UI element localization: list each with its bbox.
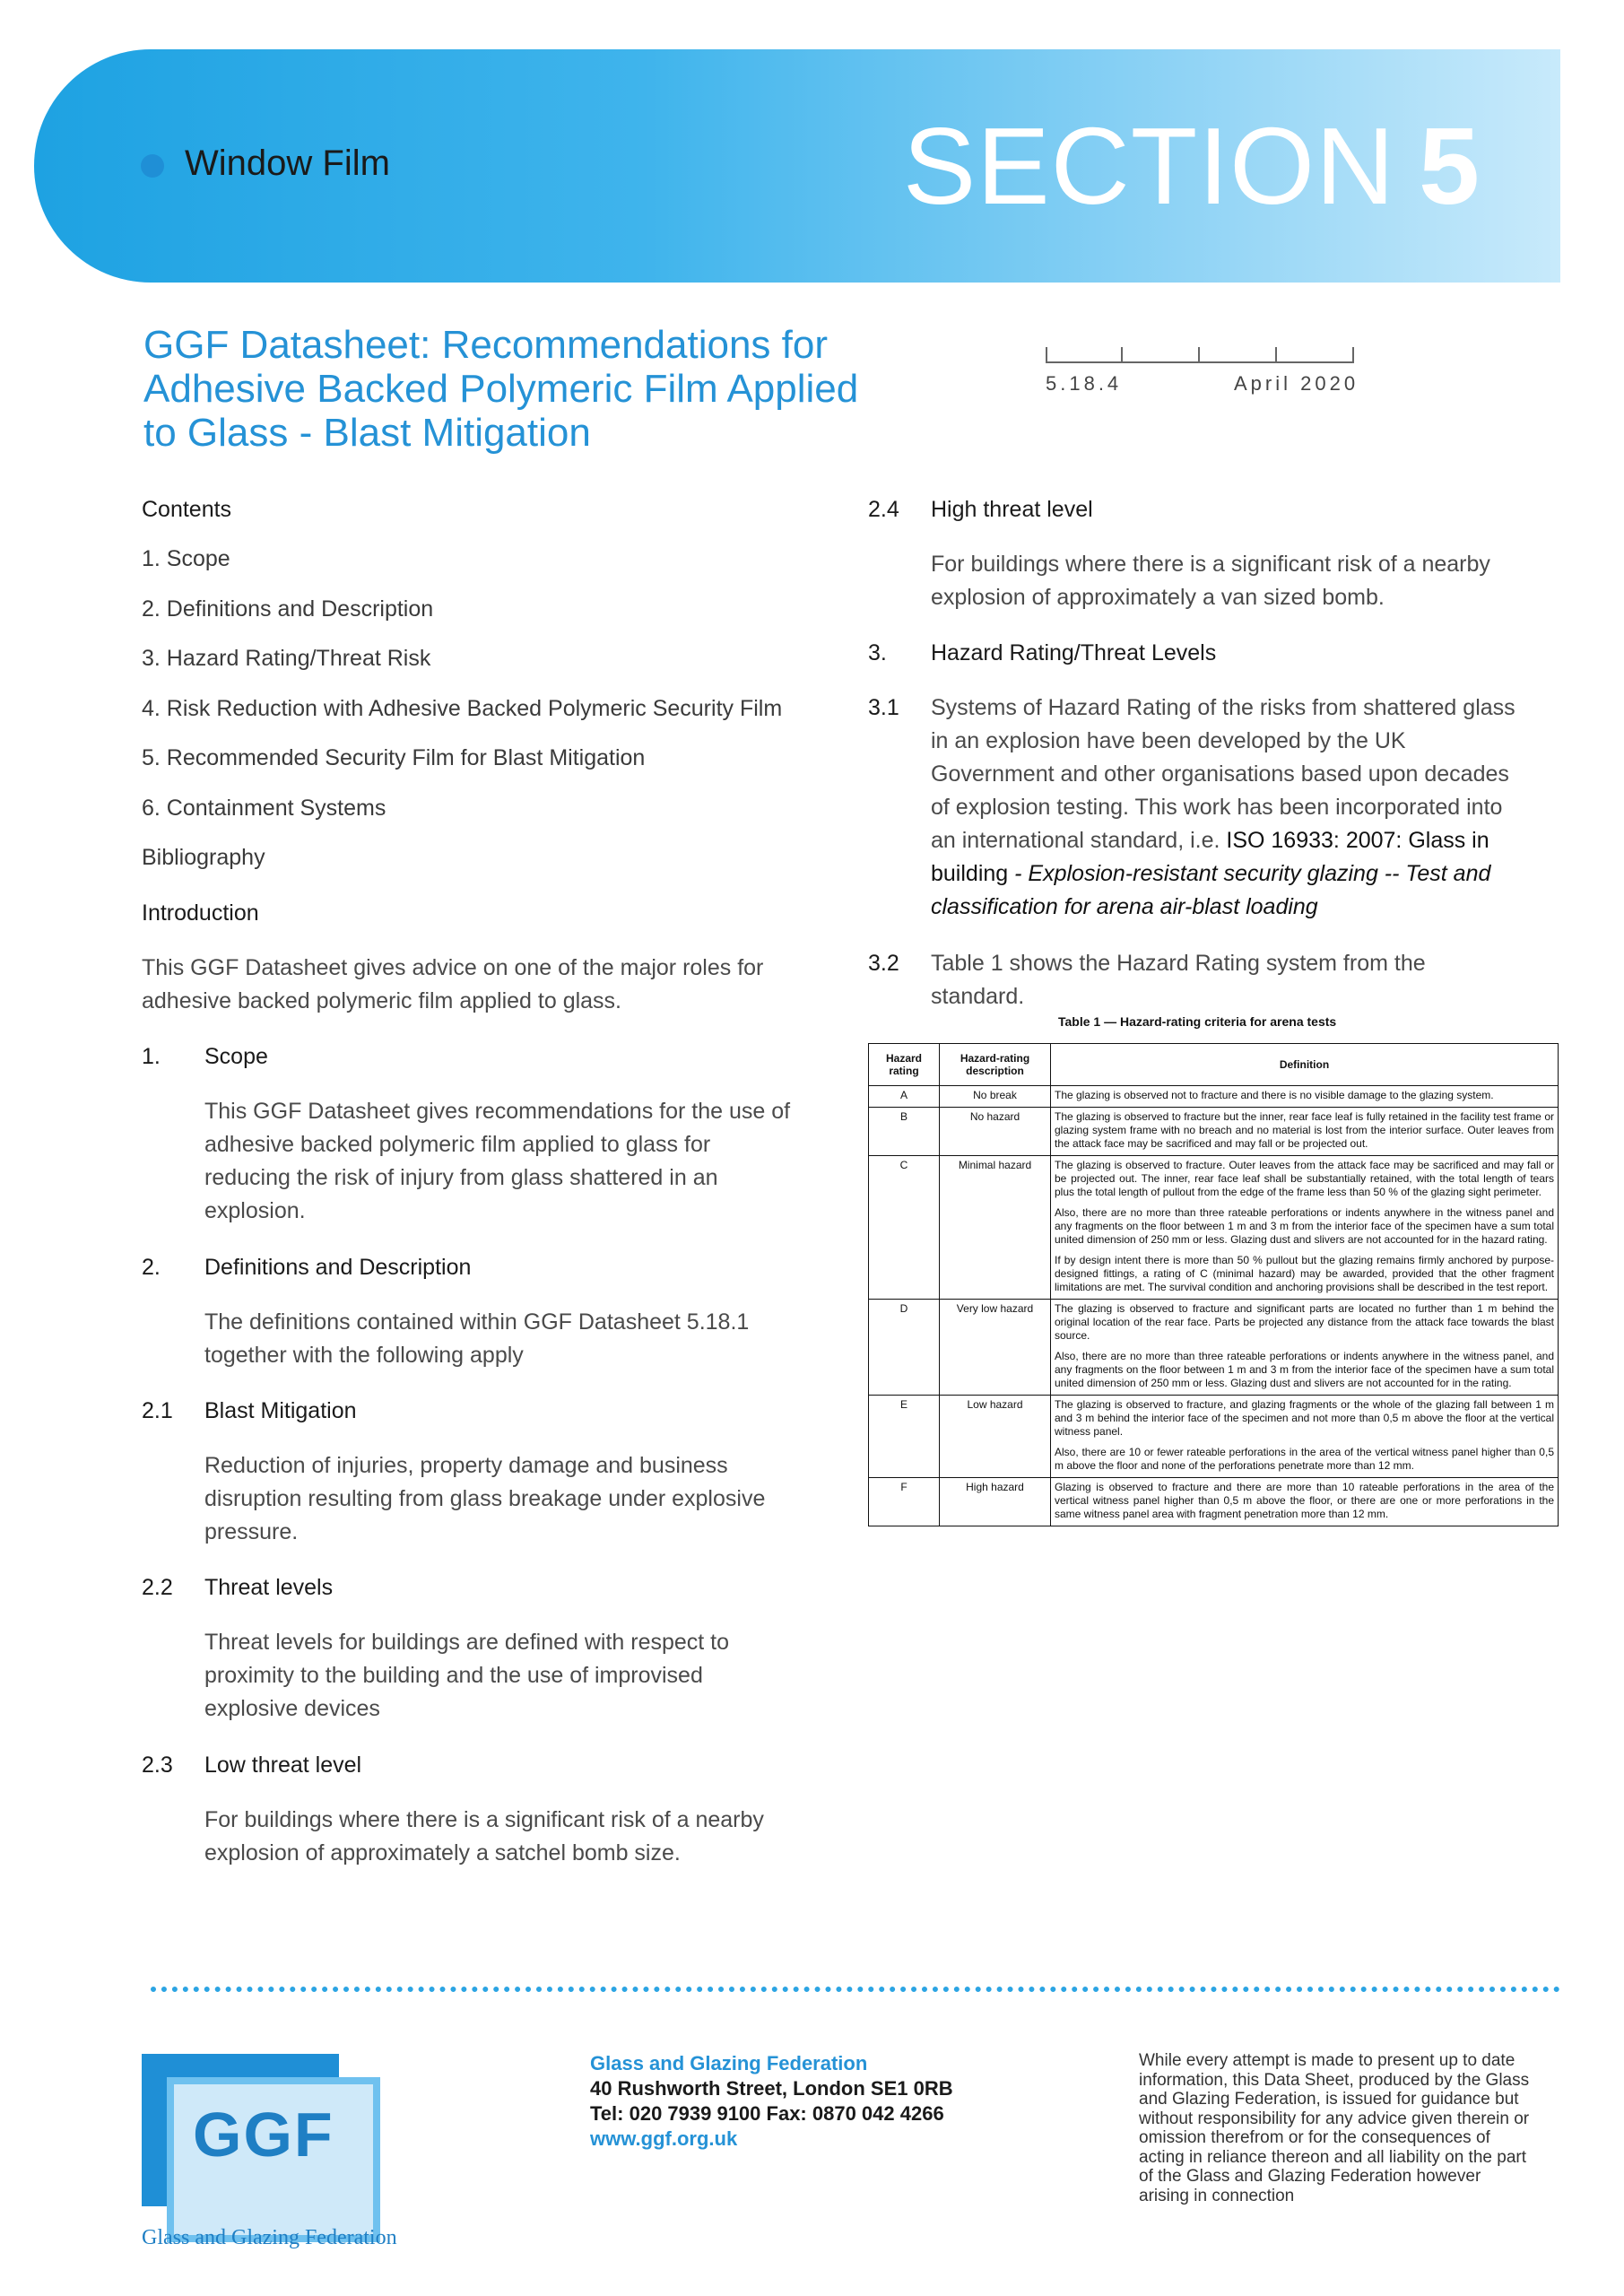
section-heading-definitions: Definitions and Description [204, 1255, 472, 1280]
standard-title: classification for arena air-blast loading [931, 894, 1318, 919]
reference-ruler [1046, 345, 1354, 363]
title-line: Adhesive Backed Polymeric Film Applied [143, 367, 859, 411]
table-header: Definition [1051, 1044, 1559, 1086]
text-line: Reduction of injuries, property damage and business [204, 1453, 728, 1478]
table-caption: Table 1 — Hazard-rating criteria for arena tests [1058, 1014, 1337, 1029]
standard-reference: ISO 16933: 2007: Glass in [1226, 828, 1489, 853]
text-line: of explosion testing. This work has been incorporated into [931, 795, 1503, 820]
text-line: Threat levels for buildings are defined with respect to [204, 1630, 730, 1655]
hazard-rating: B [869, 1108, 940, 1156]
hazard-definition [1051, 1478, 1559, 1526]
logo-text: GGF [193, 2100, 334, 2170]
ggf-logo [142, 2054, 389, 2235]
datasheet-date: April 2020 [1234, 372, 1359, 395]
table-row [869, 1300, 1559, 1396]
hazard-definition [1051, 1086, 1559, 1108]
section-number-2-1: 2.1 [142, 1398, 173, 1423]
definition-paragraph: The glazing is observed not to fracture and there is no visible damage to the glazing system. [1055, 1089, 1494, 1101]
hazard-rating: E [869, 1396, 940, 1478]
table-header-row [869, 1044, 1559, 1086]
text-line [931, 857, 1576, 891]
disclaimer-text: While every attempt is made to present up to date information, this Data Sheet, produced by the Glass and Glazing Federation, is issued for guidance but without responsibility for any advice given therein or omission therefrom or for the consequences of acting in reliance thereon and all liability on the part of the Glass and Glazing Federation however arising in connection [1139, 2051, 1530, 2205]
phone-fax: Tel: 020 7939 9100 Fax: 0870 042 4266 [590, 2102, 944, 2125]
hazard-definition [1051, 1156, 1559, 1300]
text-line: reducing the risk of injury from glass shattered in an [204, 1165, 718, 1190]
table-row [869, 1086, 1559, 1108]
text-line: The definitions contained within GGF Datasheet 5.18.1 [204, 1309, 750, 1335]
text-line [931, 824, 1576, 857]
contents-item: 5. Recommended Security Film for Blast Mitigation [142, 745, 646, 770]
contents-item: 2. Definitions and Description [142, 596, 434, 622]
hazard-rating: A [869, 1086, 940, 1108]
definition-paragraph: Also, there are no more than three rateable perforations or indents anywhere in the witness panel and any fragments on the floor between 1 m and 3 m from the interior face of the specimen have a sum total united dimension of 250 mm or less. Glazing dust and slivers are not accounted for in the hazard rating. [1055, 1206, 1554, 1246]
introduction-text [142, 952, 823, 1018]
text-line: adhesive backed polymeric film applied to glass. [142, 988, 621, 1013]
title-line: GGF Datasheet: Recommendations for [143, 323, 828, 367]
text-fragment: an international standard, i.e. [931, 828, 1227, 853]
text-line: explosion. [204, 1198, 306, 1223]
section-number-1: 1. [142, 1044, 161, 1069]
hazard-rating: C [869, 1156, 940, 1300]
hazard-description: Minimal hazard [940, 1156, 1051, 1300]
text-line: For buildings where there is a significant risk of a nearby [204, 1807, 764, 1832]
hazard-description: Low hazard [940, 1396, 1051, 1478]
hazard-rating: F [869, 1478, 940, 1526]
definition-paragraph: The glazing is observed to fracture. Outer leaves from the attack face may be sacrificed and may fall or be projected out. The inner, rear face leaf shall be substantially retained, with the total length of tears plus the total length of pullout from the edge of the frame less than 50 % of the glazing sight perimeter. [1055, 1159, 1554, 1198]
text-line: explosive devices [204, 1696, 380, 1721]
introduction-heading: Introduction [142, 900, 259, 926]
datasheet-number: 5.18.4 [1046, 372, 1123, 395]
organisation-name: Glass and Glazing Federation [590, 2052, 868, 2074]
website-link[interactable]: www.ggf.org.uk [590, 2127, 738, 2150]
text-line: adhesive backed polymeric film applied to glass for [204, 1132, 711, 1157]
section-number-2-3: 2.3 [142, 1752, 173, 1778]
bibliography-item: Bibliography [142, 845, 265, 870]
table-row [869, 1156, 1559, 1300]
text-line: in an explosion have been developed by the UK [931, 728, 1406, 753]
hazard-description: High hazard [940, 1478, 1051, 1526]
text-line: This GGF Datasheet gives advice on one of the major roles for [142, 955, 764, 980]
low-threat-text [204, 1804, 850, 1870]
banner-label: Window Film [185, 144, 390, 183]
text-line: This GGF Datasheet gives recommendations for the use of [204, 1099, 791, 1124]
document-title [143, 323, 968, 455]
hazard-definition [1051, 1108, 1559, 1156]
standard-title: - Explosion-resistant security glazing -- Test and [1008, 861, 1491, 886]
text-line: Table 1 shows the Hazard Rating system from the [931, 951, 1426, 976]
section-word: SECTION [902, 105, 1396, 227]
hazard-systems-text [931, 691, 1576, 924]
text-line: Government and other organisations based upon decades [931, 761, 1509, 787]
hazard-description: Very low hazard [940, 1300, 1051, 1396]
section-heading-low-threat: Low threat level [204, 1752, 362, 1778]
hazard-description: No break [940, 1086, 1051, 1108]
hazard-description: No hazard [940, 1108, 1051, 1156]
threat-levels-text [204, 1626, 850, 1726]
address: 40 Rushworth Street, London SE1 0RB [590, 2077, 953, 2100]
high-threat-text [931, 548, 1568, 614]
section-number-2: 2. [142, 1255, 161, 1280]
contents-heading: Contents [142, 497, 232, 522]
section-number-2-4: 2.4 [868, 497, 899, 522]
contents-item: 3. Hazard Rating/Threat Risk [142, 646, 431, 671]
definition-paragraph: Also, there are no more than three rateable perforations or indents anywhere in the witness panel, and any fragments on the floor between 1 m and 3 m from the interior face of the specimen have a sum total united dimension of 250 mm or less. Glazing dust and slivers are not accounted for in the rating. [1055, 1350, 1554, 1389]
logo-caption: Glass and Glazing Federation [142, 2226, 397, 2249]
hazard-definition [1051, 1300, 1559, 1396]
text-line: explosion of approximately a van sized bomb. [931, 585, 1385, 610]
section-number-3-2: 3.2 [868, 951, 899, 976]
section-number-2-2: 2.2 [142, 1575, 173, 1600]
text-line: disruption resulting from glass breakage under explosive [204, 1486, 766, 1511]
section-number-3-1: 3.1 [868, 695, 899, 720]
footer-divider [151, 1987, 1560, 1992]
table-row [869, 1478, 1559, 1526]
table-header: Hazard rating [869, 1044, 940, 1086]
standard-reference: building [931, 861, 1009, 886]
section-heading-scope: Scope [204, 1044, 268, 1069]
text-line: proximity to the building and the use of improvised [204, 1663, 703, 1688]
table-header: Hazard-rating description [940, 1044, 1051, 1086]
definition-paragraph: The glazing is observed to fracture but the inner, rear face leaf is fully retained in the facility test frame or glazing system frame with no breach and no material is lost from the interior surface. Outer leaves from the attack face may be sacrificed and may fall or be projected out. [1055, 1110, 1554, 1150]
hazard-rating: D [869, 1300, 940, 1396]
text-line: explosion of approximately a satchel bomb size. [204, 1840, 681, 1866]
text-line: For buildings where there is a significant risk of a nearby [931, 552, 1490, 577]
definition-paragraph: Glazing is observed to fracture and there are more than 10 rateable perforations in the area of the vertical witness panel higher than 0,5 m above the floor, or there are one or more perforations in the same witness panel area with fragment penetration more than 12 mm. [1055, 1481, 1554, 1520]
scope-text [204, 1095, 850, 1228]
blast-mitigation-text [204, 1449, 850, 1549]
section-heading [903, 103, 1481, 229]
section-heading-blast-mitigation: Blast Mitigation [204, 1398, 357, 1423]
section-heading-threat-levels: Threat levels [204, 1575, 334, 1600]
definitions-text [204, 1306, 850, 1372]
text-line: together with the following apply [204, 1343, 524, 1368]
contents-item: 4. Risk Reduction with Adhesive Backed Polymeric Security Film [142, 696, 783, 721]
hazard-rating-table [868, 1043, 1559, 1526]
contact-block [590, 2051, 953, 2152]
definition-paragraph: Also, there are 10 or fewer rateable perforations in the area of the vertical witness panel higher than 0,5 m above the floor and none of the perforations penetrate more than 12 mm. [1055, 1446, 1554, 1472]
contents-item: 6. Containment Systems [142, 796, 386, 821]
definition-paragraph: If by design intent there is more than 50 % pullout but the glazing remains firmly anchored by purpose-designed fittings, a rating of C (minimal hazard) may be awarded, provided that the other fragment limitations are met. The survival condition and anchoring provisions shall be described in the test report. [1055, 1254, 1554, 1293]
definition-paragraph: The glazing is observed to fracture, and glazing fragments or the whole of the glazing fall between 1 m and 3 m behind the interior face of the specimen and not more than 0,5 m above the floor at the vertical witness panel. [1055, 1398, 1554, 1438]
text-line: standard. [931, 984, 1025, 1009]
section-number: 5 [1419, 105, 1481, 227]
section-heading-hazard-rating: Hazard Rating/Threat Levels [931, 640, 1217, 665]
definition-paragraph: The glazing is observed to fracture and significant parts are located no further than 1 m behind the original location of the rear face. Parts be projected any distance from the attack face towards the blast source. [1055, 1302, 1554, 1342]
text-line: Systems of Hazard Rating of the risks from shattered glass [931, 695, 1515, 720]
section-heading-high-threat: High threat level [931, 497, 1093, 522]
bullet-icon [141, 154, 164, 178]
hazard-definition [1051, 1396, 1559, 1478]
text-line: pressure. [204, 1519, 299, 1544]
title-line: to Glass - Blast Mitigation [143, 411, 591, 455]
table-row [869, 1108, 1559, 1156]
contents-item: 1. Scope [142, 546, 230, 571]
table-row [869, 1396, 1559, 1478]
table-intro-text [931, 947, 1576, 1013]
section-number-3: 3. [868, 640, 887, 665]
